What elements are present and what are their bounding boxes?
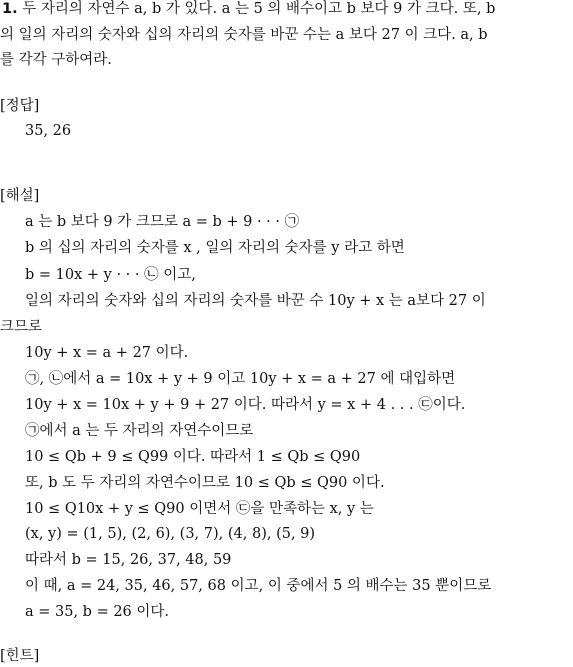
solution-line-5: 크므로 bbox=[0, 319, 43, 335]
problem-line-3: 를 각각 구하여라. bbox=[0, 52, 112, 68]
solution-line-2: b 의 십의 자리의 숫자를 x , 일의 자리의 숫자를 y 라고 하면 bbox=[25, 240, 405, 256]
solution-line-1: a 는 b 보다 9 가 크므로 a = b + 9 · · · ㉠ bbox=[25, 214, 300, 230]
answer-heading: [정답] bbox=[0, 98, 40, 114]
solution-line-8: 10y + x = 10x + y + 9 + 27 이다. 따라서 y = x + 4 . . . ㉢이다. bbox=[25, 397, 466, 413]
solution-heading: [해설] bbox=[0, 188, 40, 204]
problem-line-1: 두 자리의 자연수 a, b 가 있다. a 는 5 의 배수이고 b 보다 9 가 크다. 또, b bbox=[22, 1, 496, 17]
solution-line-4: 일의 자리의 숫자와 십의 자리의 숫자를 바꾼 수 10y + x 는 a보다 27 이 bbox=[25, 293, 486, 309]
hint-heading: [힌트] bbox=[0, 648, 40, 664]
solution-line-6: 10y + x = a + 27 이다. bbox=[25, 345, 189, 361]
answer-value: 35, 26 bbox=[25, 123, 72, 139]
solution-line-14: 따라서 b = 15, 26, 37, 48, 59 bbox=[25, 552, 232, 568]
solution-line-12: 10 ≤ Q10x + y ≤ Q90 이면서 ㉢을 만족하는 x, y 는 bbox=[25, 501, 374, 517]
solution-line-16: a = 35, b = 26 이다. bbox=[25, 604, 170, 620]
solution-line-7: ㉠, ㉡에서 a = 10x + y + 9 이고 10y + x = a + 27 에 대입하면 bbox=[25, 371, 456, 387]
solution-line-11: 또, b 도 두 자리의 자연수이므로 10 ≤ Qb ≤ Q90 이다. bbox=[25, 475, 385, 491]
solution-line-15: 이 때, a = 24, 35, 46, 57, 68 이고, 이 중에서 5 의 배수는 35 뿐이므로 bbox=[25, 578, 492, 594]
solution-line-10: 10 ≤ Qb + 9 ≤ Q99 이다. 따라서 1 ≤ Qb ≤ Q90 bbox=[25, 449, 361, 465]
solution-line-9: ㉠에서 a 는 두 자리의 자연수이므로 bbox=[25, 423, 254, 439]
problem-number: 1. bbox=[2, 1, 18, 17]
solution-line-13: (x, y) = (1, 5), (2, 6), (3, 7), (4, 8), (5, 9) bbox=[25, 526, 316, 542]
problem-line-2: 의 일의 자리의 숫자와 십의 자리의 숫자를 바꾼 수는 a 보다 27 이 크다. a, b bbox=[0, 27, 488, 43]
solution-line-3: b = 10x + y · · · ㉡ 이고, bbox=[25, 267, 196, 283]
